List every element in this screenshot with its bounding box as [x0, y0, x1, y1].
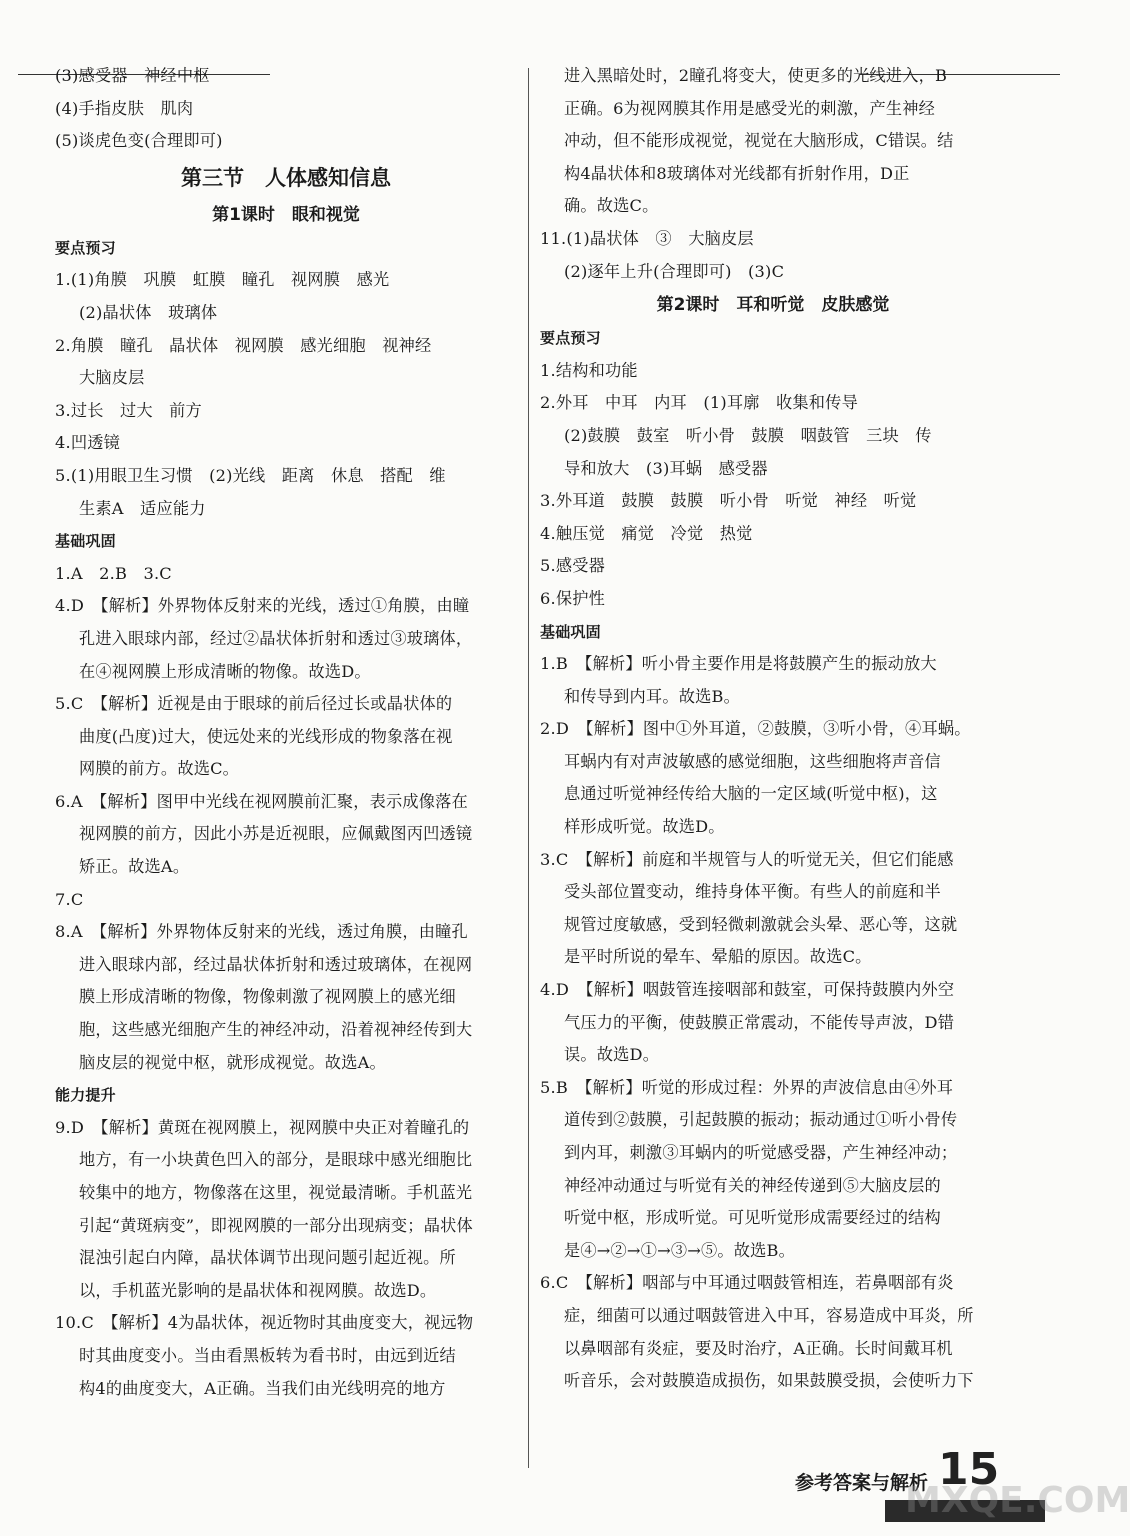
text-line: (4)手指皮肤 肌肉: [55, 98, 194, 118]
answer-line: 9.D 【解析】黄斑在视网膜上，视网膜中央正对着瞳孔的: [55, 1117, 470, 1137]
answer-line: 听音乐，会对鼓膜造成损伤，如果鼓膜受损，会使听力下: [564, 1371, 974, 1391]
answer-line: 受头部位置变动，维持身体平衡。有些人的前庭和半: [564, 882, 941, 902]
heading-preview: 要点预习: [55, 238, 116, 257]
answer-line: 10.C 【解析】4为晶状体，视近物时其曲度变大，视远物: [55, 1313, 474, 1333]
heading-basic: 基础巩固: [55, 532, 116, 551]
answer-line: 1.A 2.B 3.C: [55, 563, 172, 583]
answer-line: 样形成听觉。故选D。: [564, 817, 725, 837]
answer-line: 曲度(凸度)过大，使远处来的光线形成的物象落在视: [79, 726, 453, 746]
page-number: 15: [938, 1444, 1000, 1495]
text-line: (5)谈虎色变(合理即可): [55, 131, 223, 151]
lesson-title: 第2课时 耳和听觉 皮肤感觉: [656, 295, 890, 316]
answer-line: 6.保护性: [540, 588, 606, 608]
answer-line: 生素A 适应能力: [79, 498, 206, 518]
answer-line: 3.C 【解析】前庭和半规管与人的听觉无关，但它们能感: [540, 849, 954, 869]
answer-line: 进入眼球内部，经过晶状体折射和透过玻璃体，在视网: [79, 954, 473, 974]
answer-line: 胞，这些感光细胞产生的神经冲动，沿着视神经传到大: [79, 1020, 473, 1040]
answer-line: 3.外耳道 鼓膜 鼓膜 听小骨 听觉 神经 听觉: [540, 491, 917, 511]
answer-line: 构4的曲度变大，A正确。当我们由光线明亮的地方: [79, 1378, 446, 1398]
answer-line: 1.B 【解析】听小骨主要作用是将鼓膜产生的振动放大: [540, 654, 937, 674]
answer-line: 7.C: [55, 889, 84, 909]
answer-line: 较集中的地方，物像落在这里，视觉最清晰。手机蓝光: [79, 1183, 473, 1202]
answer-line: 导和放大 (3)耳蜗 感受器: [564, 458, 768, 478]
answer-line: 3.过长 过大 前方: [55, 400, 202, 420]
watermark: MXQE.COM: [905, 1480, 1130, 1521]
answer-line: 矫正。故选A。: [79, 857, 190, 877]
right-column: [540, 60, 1006, 1398]
answer-line: 进入黑暗处时，2瞳孔将变大，使更多的光线进入，B: [564, 66, 948, 85]
answer-line: 到内耳，刺激③耳蜗内的听觉感受器，产生神经冲动；: [564, 1143, 958, 1162]
answer-line: 地方，有一小块黄色凹入的部分，是眼球中感光细胞比: [79, 1150, 473, 1170]
answer-line: 听觉中枢，形成听觉。可见听觉形成需要经过的结构: [564, 1208, 941, 1228]
answer-line: 误。故选D。: [564, 1045, 660, 1065]
heading-basic: 基础巩固: [540, 622, 601, 641]
answer-line: 和传导到内耳。故选B。: [564, 686, 740, 706]
answer-line: 混浊引起白内障，晶状体调节出现问题引起近视。所: [79, 1248, 456, 1268]
answer-line: 2.外耳 中耳 内耳 (1)耳廓 收集和传导: [540, 393, 858, 413]
answer-line: 症，细菌可以通过咽鼓管进入中耳，容易造成中耳炎，所: [564, 1305, 974, 1325]
answer-line: 网膜的前方。故选C。: [79, 759, 240, 779]
answer-line: 引起“黄斑病变”，即视网膜的一部分出现病变；晶状体: [79, 1215, 473, 1235]
section-title: 第三节 人体感知信息: [181, 165, 391, 190]
answer-line: 膜上形成清晰的物像，物像刺激了视网膜上的感光细: [79, 987, 456, 1007]
answer-line: 4.D 【解析】咽鼓管连接咽部和鼓室，可保持鼓膜内外空: [540, 980, 955, 1000]
answer-line: 是④→②→①→③→⑤。故选B。: [564, 1240, 796, 1260]
answer-line: 8.A 【解析】外界物体反射来的光线，透过角膜，由瞳孔: [55, 922, 468, 942]
column-divider: [528, 68, 529, 1468]
answer-line: 道传到②鼓膜，引起鼓膜的振动；振动通过①听小骨传: [564, 1110, 958, 1130]
answer-line: 在④视网膜上形成清晰的物像。故选D。: [79, 661, 371, 681]
answer-line: 耳蜗内有对声波敏感的感觉细胞，这些细胞将声音信: [564, 751, 941, 771]
answer-line: 4.触压觉 痛觉 冷觉 热觉: [540, 523, 753, 543]
answer-line: 5.C 【解析】近视是由于眼球的前后径过长或晶状体的: [55, 694, 453, 714]
footer-label: 参考答案与解析: [795, 1472, 929, 1494]
heading-preview: 要点预习: [540, 329, 601, 348]
answer-line: 正确。6为视网膜其作用是感受光的刺激，产生神经: [564, 98, 936, 118]
answer-line: 气压力的平衡，使鼓膜正常震动，不能传导声波，D错: [564, 1012, 955, 1032]
answer-line: 冲动，但不能形成视觉，视觉在大脑形成，C错误。结: [564, 131, 954, 151]
answer-line: 1.结构和功能: [540, 360, 638, 380]
answer-line: 2.D 【解析】图中①外耳道，②鼓膜，③听小骨，④耳蜗。: [540, 719, 971, 739]
answer-line: (2)逐年上升(合理即可) (3)C: [564, 261, 785, 281]
answer-line: 视网膜的前方，因此小苏是近视眼，应佩戴图丙凹透镜: [79, 824, 473, 844]
answer-line: 神经冲动通过与听觉有关的神经传递到⑤大脑皮层的: [564, 1175, 941, 1195]
answer-line: 6.A 【解析】图甲中光线在视网膜前汇聚，表示成像落在: [55, 791, 468, 811]
answer-line: 5.(1)用眼卫生习惯 (2)光线 距离 休息 搭配 维: [55, 465, 446, 485]
left-column: [55, 60, 517, 1405]
answer-line: 脑皮层的视觉中枢，就形成视觉。故选A。: [79, 1052, 386, 1072]
answer-line: 6.C 【解析】咽部与中耳通过咽鼓管相连，若鼻咽部有炎: [540, 1273, 954, 1293]
answer-line: 11.(1)晶状体 ③ 大脑皮层: [540, 228, 754, 248]
answer-line: 规管过度敏感，受到轻微刺激就会头晕、恶心等，这就: [564, 914, 958, 934]
answer-line: 以，手机蓝光影响的是晶状体和视网膜。故选D。: [79, 1280, 437, 1300]
answer-line: 4.D 【解析】外界物体反射来的光线，透过①角膜，由瞳: [55, 596, 470, 616]
answer-line: 大脑皮层: [79, 368, 145, 388]
answer-line: 时其曲度变小。当由看黑板转为看书时，由远到近结: [79, 1345, 456, 1365]
answer-line: 5.感受器: [540, 556, 606, 576]
answer-line: 5.B 【解析】听觉的形成过程：外界的声波信息由④外耳: [540, 1077, 954, 1097]
answer-line: (2)鼓膜 鼓室 听小骨 鼓膜 咽鼓管 三块 传: [564, 425, 932, 445]
heading-ability: 能力提升: [55, 1086, 116, 1105]
answer-line: 息通过听觉神经传给大脑的一定区域(听觉中枢)，这: [564, 784, 938, 804]
answer-line: 2.角膜 瞳孔 晶状体 视网膜 感光细胞 视神经: [55, 335, 432, 355]
answer-line: 是平时所说的晕车、晕船的原因。故选C。: [564, 947, 872, 967]
answer-line: 4.凹透镜: [55, 433, 121, 453]
answer-line: 1.(1)角膜 巩膜 虹膜 瞳孔 视网膜 感光: [55, 270, 390, 290]
lesson-title: 第1课时 眼和视觉: [212, 204, 360, 225]
answer-line: (2)晶状体 玻璃体: [79, 302, 218, 322]
text-line: (3)感受器 神经中枢: [55, 66, 210, 85]
answer-line: 构4晶状体和8玻璃体对光线都有折射作用，D正: [564, 163, 910, 183]
answer-line: 孔进入眼球内部，经过②晶状体折射和透过③玻璃体，: [79, 628, 473, 648]
answer-line: 确。故选C。: [564, 196, 659, 216]
answer-line: 以鼻咽部有炎症，要及时治疗，A正确。长时间戴耳机: [564, 1338, 953, 1358]
